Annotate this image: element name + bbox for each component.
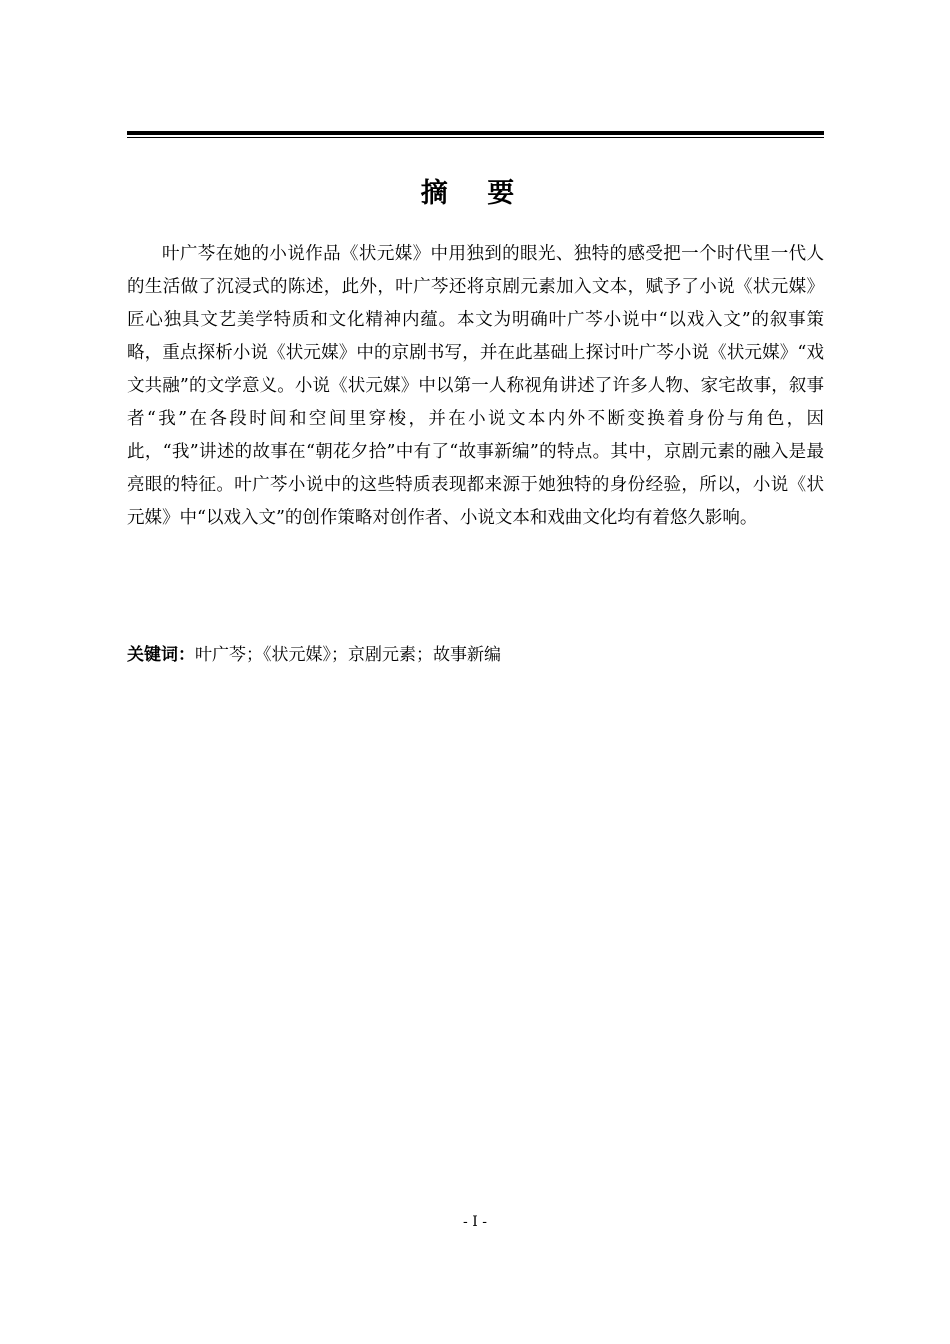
keywords-value: 叶广芩；《状元媒》；京剧元素；故事新编 (195, 645, 501, 665)
page-title: 摘 要 (420, 178, 530, 209)
page-number: - I - (463, 1214, 487, 1230)
keywords-line (127, 640, 824, 670)
keywords-label: 关键词： (127, 645, 195, 665)
abstract-body: 叶广芩在她的小说作品《状元媒》中用独到的眼光、独特的感受把一个时代里一代人的生活做了沉浸式的陈述，此外，叶广芩还将京剧元素加入文本，赋予了小说《状元媒》匠心独具文艺美学特质和文化精神内蕴。本文为明确叶广芩小说中“以戏入文”的叙事策略，重点探析小说《状元媒》中的京剧书写，并在此基础上探讨叶广芩小说《状元媒》“戏文共融”的文学意义。小说《状元媒》中以第一人称视角讲述了许多人物、家宅故事，叙事者“我”在各段时间和空间里穿梭，并在小说文本内外不断变换着身份与角色，因此，“我”讲述的故事在“朝花夕拾”中有了“故事新编”的特点。其中，京剧元素的融入是最亮眼的特征。叶广芩小说中的这些特质表现都来源于她独特的身份经验，所以，小说《状元媒》中“以戏入文”的创作策略对创作者、小说文本和戏曲文化均有着悠久影响。 (127, 244, 824, 528)
header-rule-thin (127, 137, 824, 138)
header-rule-thick (127, 131, 824, 135)
